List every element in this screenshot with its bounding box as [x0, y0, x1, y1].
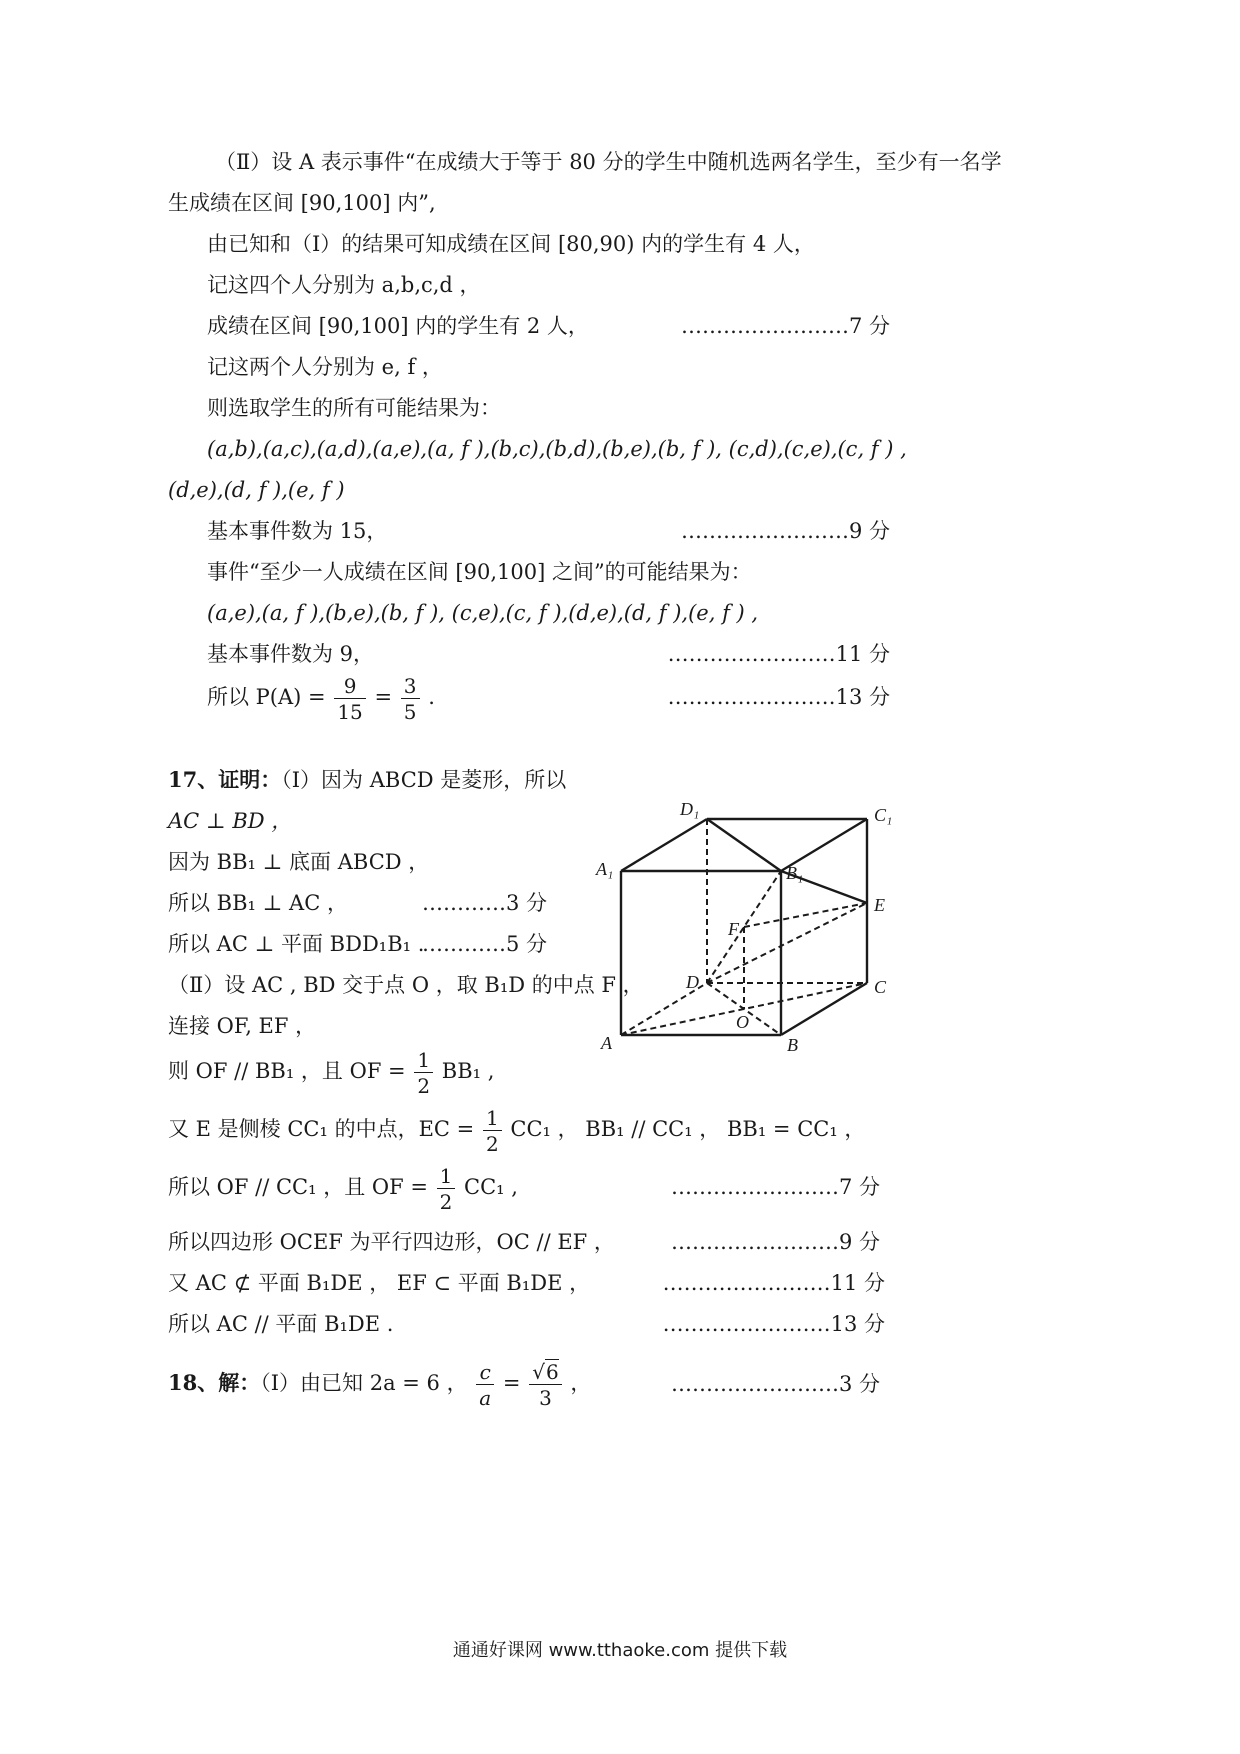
comma: ， [570, 1371, 592, 1395]
text-line: 所以 AC ⊥ 平面 BDD₁B₁ . [168, 932, 425, 956]
fraction [437, 1163, 456, 1214]
score-mark: ……………………3 分 [670, 1372, 880, 1396]
label-F: F [728, 919, 739, 939]
text-line: （Ⅱ）设 A 表示事件“在成绩大于等于 80 分的学生中随机选两名学生，至少有一名学 [215, 150, 1002, 174]
text-line: 又 AC ⊄ 平面 B₁DE ， EF ⊂ 平面 B₁DE ， [168, 1271, 591, 1295]
edge-A1D1 [621, 819, 707, 871]
fraction-denominator: 2 [417, 1073, 431, 1098]
text-line: 基本事件数为 15， [207, 519, 388, 543]
label-A: A [601, 1033, 612, 1053]
math-line: (a,e),(a, f ),(b,e),(b, f ), (c,e),(c, f ),(d,e),(d, f ),(e, f ) , [207, 601, 759, 625]
probability-formula [207, 672, 435, 722]
text-line: 生成绩在区间 [90,100] 内”, [168, 191, 436, 215]
footer-source: 通通好课网 www.tthaoke.com 提供下载 [452, 1640, 788, 1661]
formula-text: 所以 OF // CC₁ ，且 OF = [168, 1175, 428, 1199]
score-mark: ……………………7 分 [680, 314, 890, 338]
formula-text: （Ⅰ）由已知 2a = 6 ， [260, 1371, 468, 1395]
label-O: O [736, 1012, 749, 1032]
text-line: 基本事件数为 9， [207, 642, 375, 666]
fraction-denominator: 5 [403, 699, 417, 724]
score-mark: …………5 分 [421, 932, 547, 956]
text-line: 所以四边形 OCEF 为平行四边形，OC // EF ， [168, 1230, 615, 1254]
formula-text: BB₁ , [441, 1059, 495, 1083]
text-line: 记这四个人分别为 a,b,c,d ， [207, 273, 481, 297]
formula-line [168, 1104, 865, 1154]
formula-text: 所以 P(A) = [207, 685, 326, 709]
score-mark: ……………………7 分 [670, 1175, 880, 1199]
math-line: (d,e),(d, f ),(e, f ) [168, 478, 345, 502]
fraction-denominator: a [479, 1385, 492, 1410]
score-mark: ……………………13 分 [667, 685, 890, 709]
sqrt-radicand: 6 [545, 1359, 559, 1384]
fraction-numerator: 1 [483, 1108, 502, 1131]
text-line: 由已知和（Ⅰ）的结果可知成绩在区间 [80,90) 内的学生有 4 人， [207, 232, 815, 256]
text-line: 则选取学生的所有可能结果为： [207, 396, 501, 420]
fraction-numerator: 1 [414, 1050, 433, 1073]
edge-FE [744, 903, 867, 927]
question-17-line [168, 766, 566, 794]
text-line: （Ⅱ）设 AC , BD 交于点 O ，取 B₁D 的中点 F ， [168, 973, 644, 997]
fraction-numerator: 9 [334, 676, 365, 699]
math-line: (a,b),(a,c),(a,d),(a,e),(a, f ),(b,c),(b,d),(b,e),(b, f ), (c,d),(c,e),(c, f ) , [207, 437, 907, 461]
text-line: 成绩在区间 [90,100] 内的学生有 2 人， [207, 314, 589, 338]
fraction-denominator: 2 [439, 1189, 453, 1214]
formula-text: CC₁ , [464, 1175, 518, 1199]
fraction-numerator: c [476, 1362, 494, 1385]
label-B: B [787, 1035, 798, 1055]
formula-text: CC₁ ， BB₁ // CC₁ ， BB₁ = CC₁ ， [510, 1117, 866, 1141]
equals-sign: = [502, 1371, 521, 1395]
score-mark: ……………………11 分 [662, 1271, 885, 1295]
label-C1: C₁ [874, 805, 893, 825]
fraction [476, 1359, 494, 1410]
question-number: 18、解： [168, 1370, 261, 1395]
score-mark: ……………………11 分 [667, 642, 890, 666]
label-B1: B₁ [786, 863, 804, 883]
score-mark: ……………………9 分 [680, 519, 890, 543]
equals-sign: = [374, 685, 393, 709]
fraction-denominator: 15 [337, 699, 363, 724]
fraction-numerator: √6 [529, 1362, 561, 1385]
text-line: 所以 BB₁ ⊥ AC ， [168, 891, 348, 915]
score-mark: ……………………9 分 [670, 1230, 880, 1254]
question-18-line [168, 1356, 591, 1410]
formula-text: 又 E 是侧棱 CC₁ 的中点，EC = [168, 1117, 475, 1141]
fraction [414, 1047, 433, 1098]
text-line: 事件“至少一人成绩在区间 [90,100] 之间”的可能结果为： [207, 560, 752, 584]
fraction-numerator: 1 [437, 1166, 456, 1189]
text-line: 所以 AC // 平面 B₁DE . [168, 1312, 394, 1336]
text-line: AC ⊥ BD ， [168, 809, 293, 833]
score-mark: ……………………13 分 [662, 1312, 885, 1336]
period: . [428, 685, 435, 709]
formula-line [168, 1046, 494, 1096]
prism-figure [590, 795, 910, 1065]
fraction-denominator: 3 [539, 1385, 552, 1410]
edge-BC [781, 983, 867, 1035]
text-line: 连接 OF, EF ， [168, 1014, 317, 1038]
formula-line [168, 1162, 518, 1212]
edge-D1B1 [707, 819, 781, 871]
fraction-numerator: 3 [401, 676, 420, 699]
text-span: （Ⅰ）因为 ABCD 是菱形，所以 [281, 768, 567, 792]
fraction-denominator: 2 [485, 1131, 499, 1156]
label-D: D [686, 972, 699, 992]
formula-text: 则 OF // BB₁ ，且 OF = [168, 1059, 406, 1083]
edge-DE [707, 903, 867, 983]
fraction [483, 1105, 502, 1156]
fraction [401, 673, 420, 724]
fraction [529, 1359, 561, 1410]
score-mark: …………3 分 [421, 891, 547, 915]
text-line: 记这两个人分别为 e, f ， [207, 355, 443, 379]
text-line: 因为 BB₁ ⊥ 底面 ABCD ， [168, 850, 430, 874]
label-D1: D₁ [680, 799, 700, 819]
fraction [334, 673, 365, 724]
label-A1: A₁ [596, 859, 614, 879]
label-C: C [874, 977, 887, 997]
question-number: 17、证明： [168, 767, 282, 792]
label-E: E [874, 895, 885, 915]
